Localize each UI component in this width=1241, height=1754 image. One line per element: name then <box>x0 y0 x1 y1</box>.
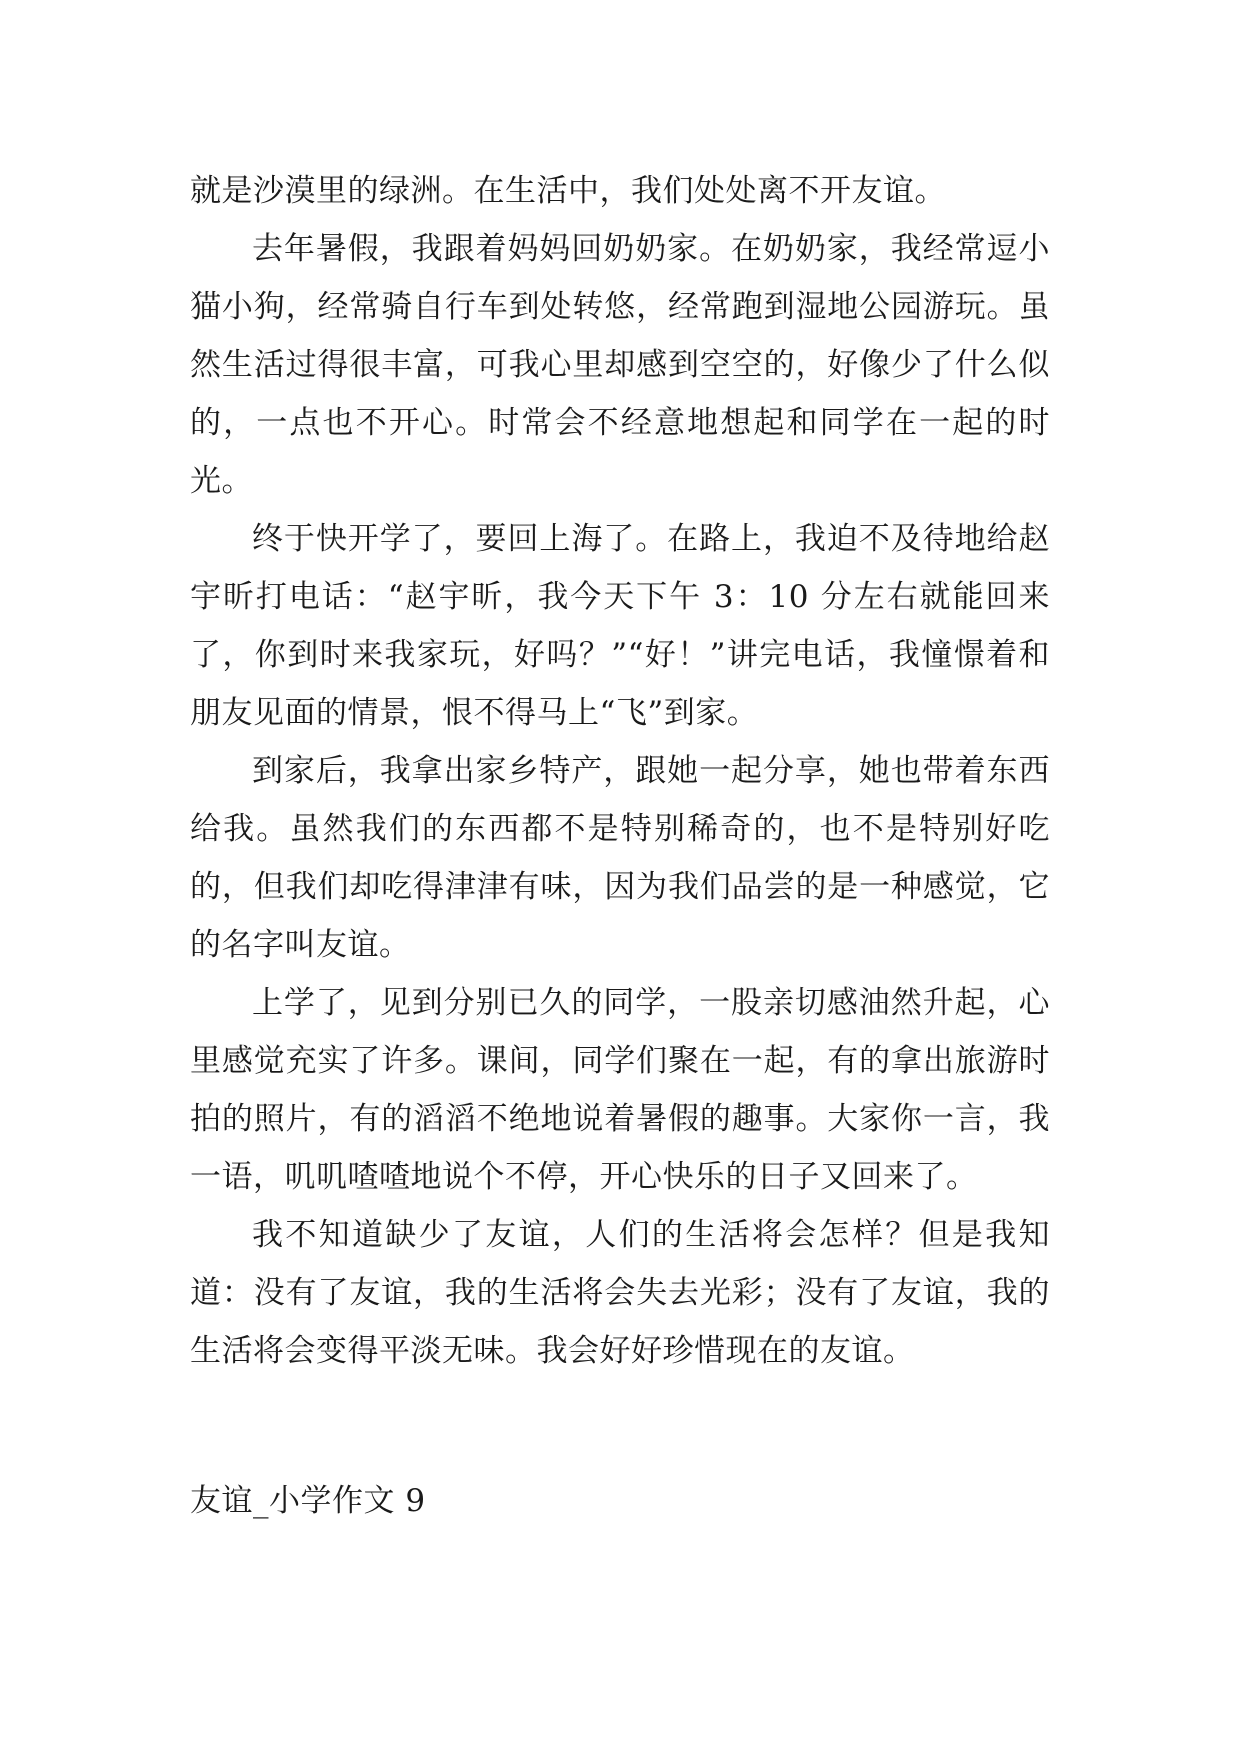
paragraph-continuation: 就是沙漠里的绿洲。在生活中，我们处处离不开友谊。 <box>190 173 946 209</box>
document-body <box>190 162 1050 1530</box>
paragraph: 去年暑假，我跟着妈妈回奶奶家。在奶奶家，我经常逗小猫小狗，经常骑自行车到处转悠，经常跑到湿地公园游玩。虽然生活过得很丰富，可我心里却感到空空的，好像少了什么似的，一点也不开心。时常会不经意地想起和同学在一起的时光。 <box>190 231 1050 499</box>
paragraph: 我不知道缺少了友谊，人们的生活将会怎样？但是我知道：没有了友谊，我的生活将会失去光彩；没有了友谊，我的生活将会变得平淡无味。我会好好珍惜现在的友谊。 <box>190 1217 1050 1369</box>
paragraph: 到家后，我拿出家乡特产，跟她一起分享，她也带着东西给我。虽然我们的东西都不是特别稀奇的，也不是特别好吃的，但我们却吃得津津有味，因为我们品尝的是一种感觉，它的名字叫友谊。 <box>190 753 1050 963</box>
paragraph: 上学了，见到分别已久的同学，一股亲切感油然升起，心里感觉充实了许多。课间，同学们聚在一起，有的拿出旅游时拍的照片，有的滔滔不绝地说着暑假的趣事。大家你一言，我一语，叽叽喳喳地说个不停，开心快乐的日子又回来了。 <box>190 985 1050 1195</box>
paragraph: 终于快开学了，要回上海了。在路上，我迫不及待地给赵宇昕打电话：“赵宇昕，我今天下午 3：10 分左右就能回来了，你到时来我家玩，好吗？”“好！”讲完电话，我憧憬着和朋友见面的情景，恨不得马上“飞”到家。 <box>190 521 1050 731</box>
essay-title: 友谊_小学作文 9 <box>190 1483 426 1519</box>
